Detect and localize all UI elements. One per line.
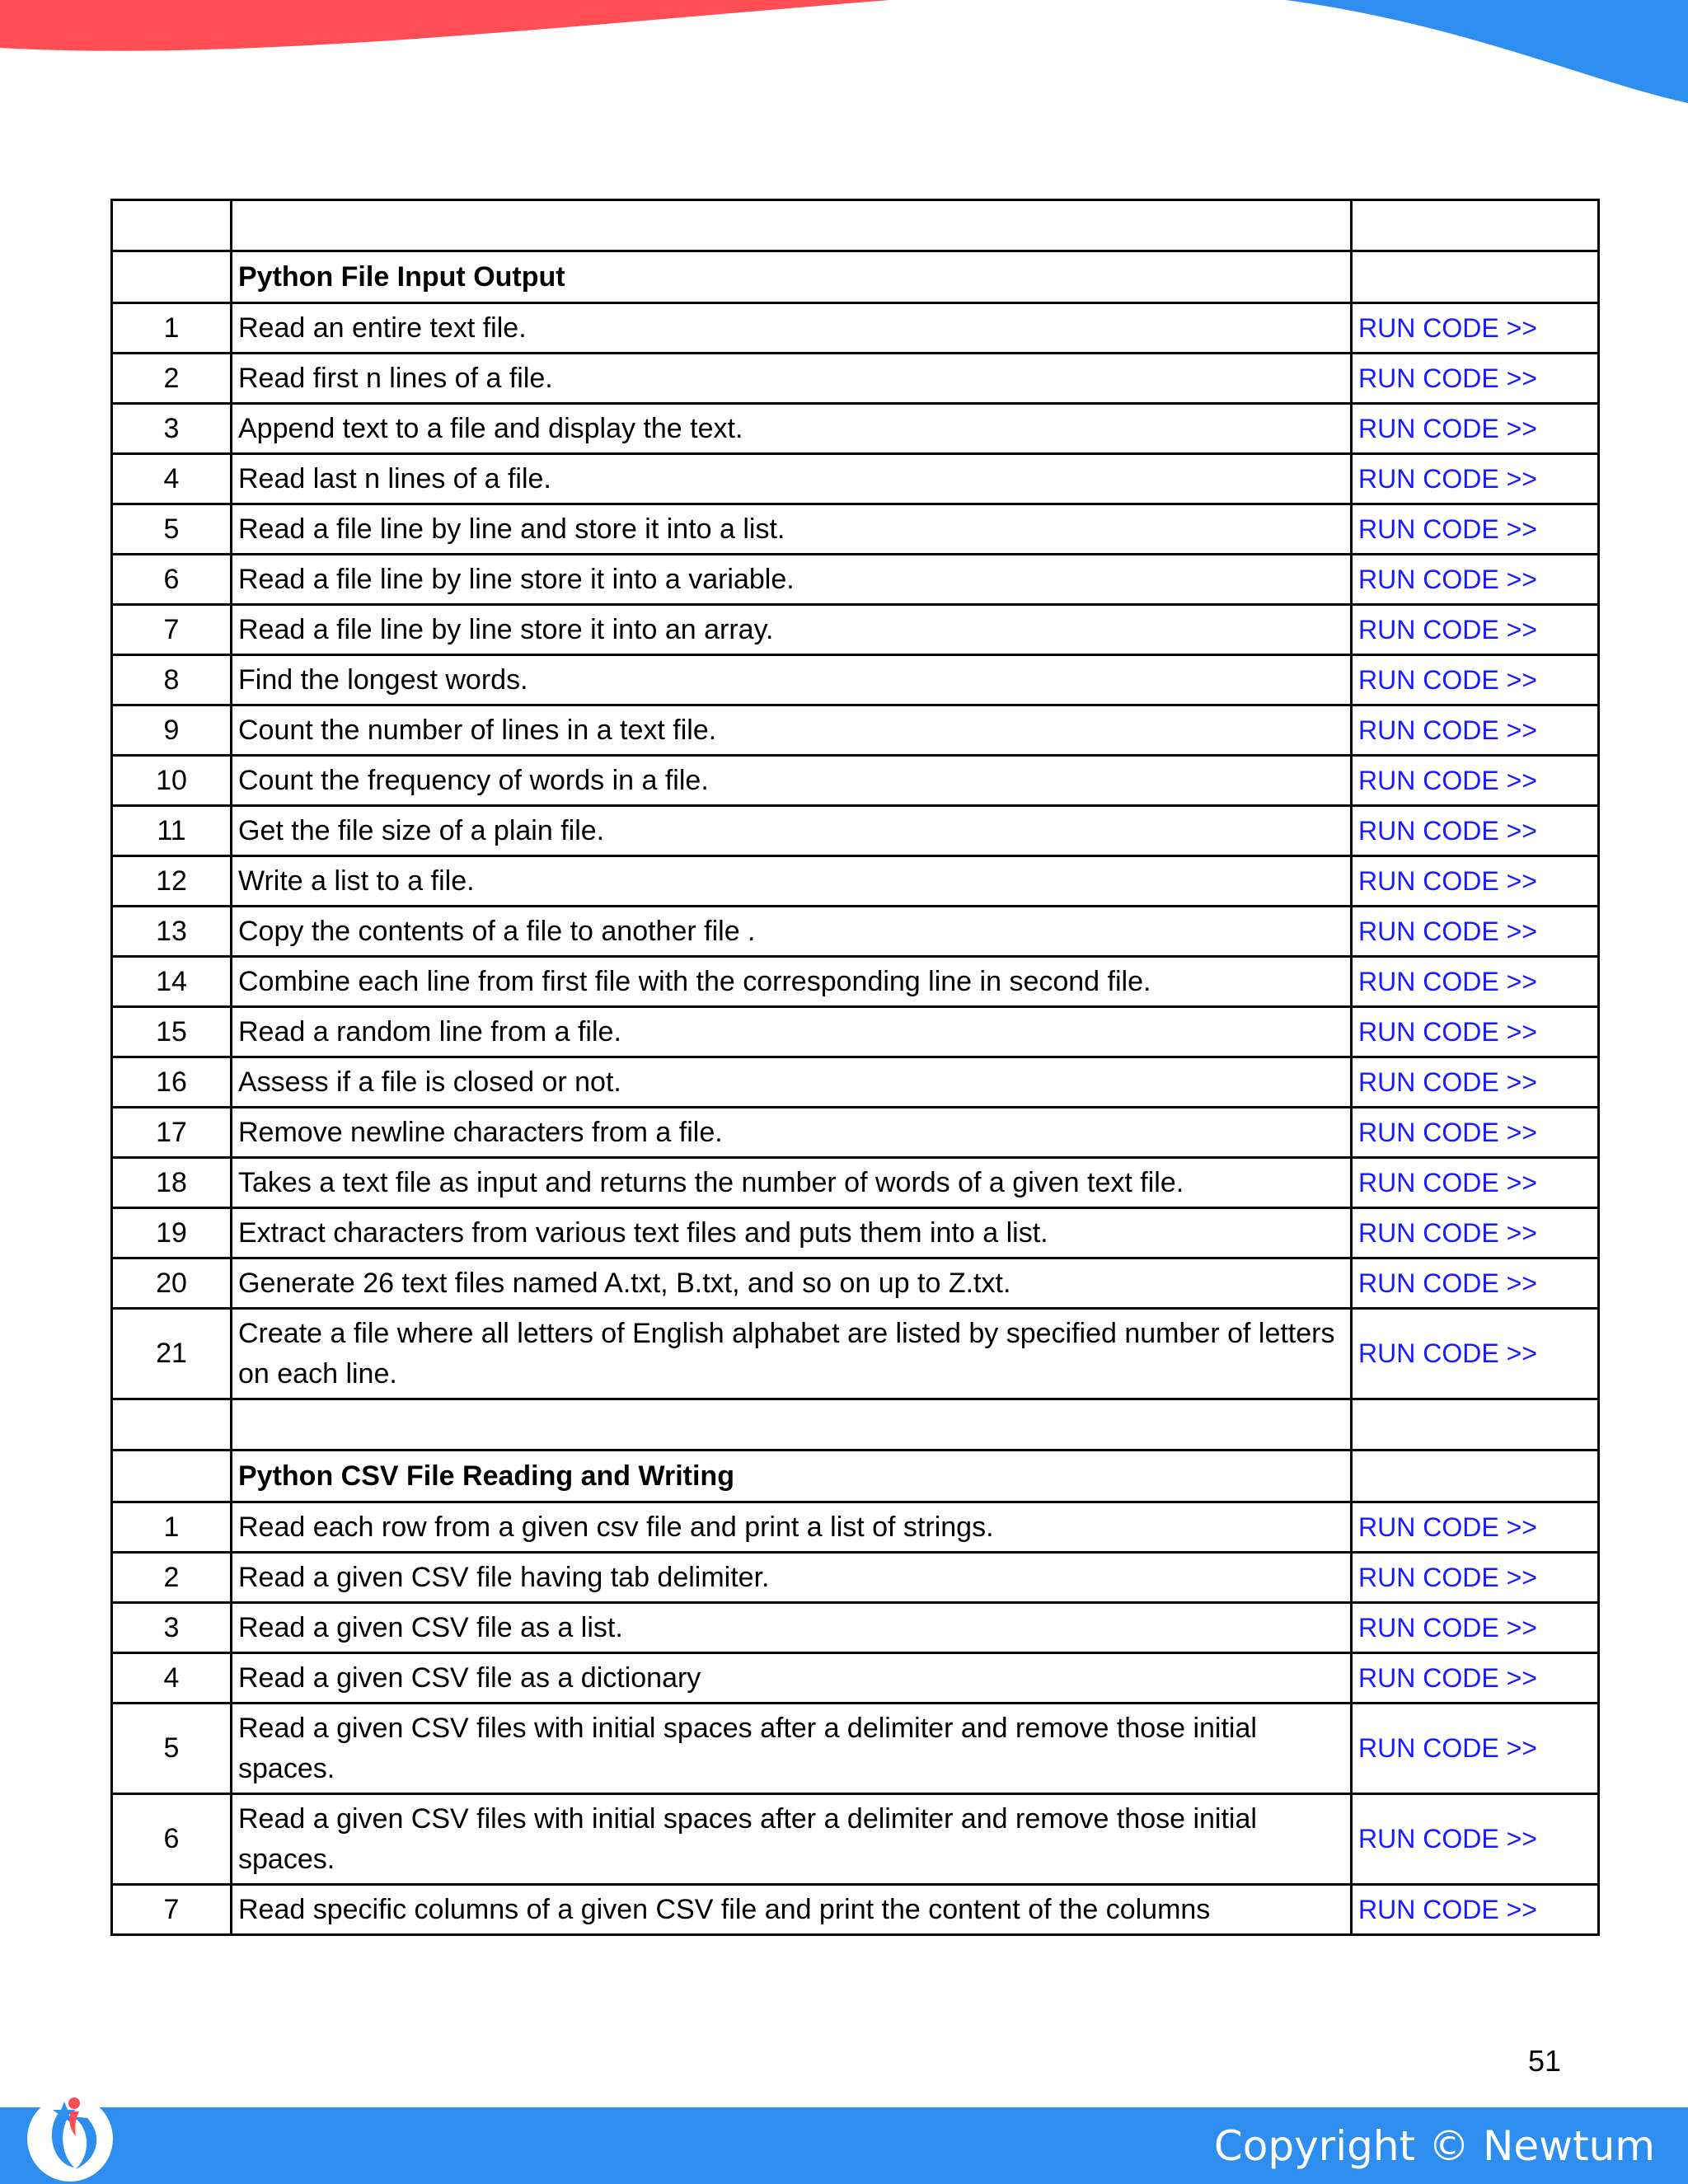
blank-cell bbox=[1352, 1399, 1599, 1451]
blank-row bbox=[112, 1399, 1599, 1451]
blank-cell bbox=[112, 200, 232, 251]
exercise-description: Read specific columns of a given CSV file and print the content of the columns bbox=[232, 1885, 1352, 1935]
exercise-number: 3 bbox=[112, 404, 232, 454]
exercise-description: Read a file line by line store it into a variable. bbox=[232, 555, 1352, 605]
run-code-cell bbox=[1352, 1309, 1599, 1399]
section-link-cell bbox=[1352, 251, 1599, 303]
exercise-number: 7 bbox=[112, 605, 232, 655]
table-row bbox=[112, 1885, 1599, 1935]
run-code-cell bbox=[1352, 1258, 1599, 1309]
table-row bbox=[112, 303, 1599, 354]
copyright-text: Copyright © Newtum bbox=[1213, 2122, 1655, 2170]
newtum-logo-icon bbox=[25, 2077, 132, 2184]
table-row bbox=[112, 1502, 1599, 1553]
run-code-link[interactable]: RUN CODE >> bbox=[1358, 1217, 1537, 1248]
exercise-number: 6 bbox=[112, 1794, 232, 1885]
exercise-number: 11 bbox=[112, 806, 232, 856]
exercise-description: Count the number of lines in a text file. bbox=[232, 705, 1352, 756]
exercise-number: 2 bbox=[112, 1553, 232, 1603]
exercise-description: Read a given CSV file having tab delimiter. bbox=[232, 1553, 1352, 1603]
exercise-description: Read a file line by line store it into an array. bbox=[232, 605, 1352, 655]
exercise-description: Read a given CSV file as a list. bbox=[232, 1603, 1352, 1653]
run-code-link[interactable]: RUN CODE >> bbox=[1358, 1511, 1537, 1542]
run-code-link[interactable]: RUN CODE >> bbox=[1358, 1894, 1537, 1924]
exercise-description: Append text to a file and display the text. bbox=[232, 404, 1352, 454]
exercise-number: 14 bbox=[112, 957, 232, 1007]
run-code-link[interactable]: RUN CODE >> bbox=[1358, 1066, 1537, 1097]
exercise-description: Write a list to a file. bbox=[232, 856, 1352, 907]
exercise-description: Combine each line from first file with the corresponding line in second file. bbox=[232, 957, 1352, 1007]
table-row bbox=[112, 454, 1599, 504]
exercise-description: Read a random line from a file. bbox=[232, 1007, 1352, 1057]
run-code-link[interactable]: RUN CODE >> bbox=[1358, 715, 1537, 745]
table-row bbox=[112, 504, 1599, 555]
run-code-cell bbox=[1352, 1885, 1599, 1935]
exercise-description: Takes a text file as input and returns the number of words of a given text file. bbox=[232, 1158, 1352, 1208]
run-code-link[interactable]: RUN CODE >> bbox=[1358, 1562, 1537, 1592]
exercise-number: 12 bbox=[112, 856, 232, 907]
run-code-cell bbox=[1352, 404, 1599, 454]
exercise-number: 6 bbox=[112, 555, 232, 605]
table-row bbox=[112, 605, 1599, 655]
exercise-description: Read a given CSV files with initial spaces after a delimiter and remove those initial spaces. bbox=[232, 1794, 1352, 1885]
exercise-description: Get the file size of a plain file. bbox=[232, 806, 1352, 856]
section-title: Python File Input Output bbox=[232, 251, 1352, 303]
exercise-table bbox=[110, 199, 1600, 1936]
run-code-link[interactable]: RUN CODE >> bbox=[1358, 312, 1537, 343]
run-code-cell bbox=[1352, 504, 1599, 555]
exercise-number: 5 bbox=[112, 504, 232, 555]
exercise-number: 9 bbox=[112, 705, 232, 756]
exercise-number: 1 bbox=[112, 303, 232, 354]
exercise-description: Find the longest words. bbox=[232, 655, 1352, 705]
run-code-link[interactable]: RUN CODE >> bbox=[1358, 564, 1537, 594]
exercise-number: 15 bbox=[112, 1007, 232, 1057]
exercise-table-body bbox=[112, 200, 1599, 1935]
run-code-cell bbox=[1352, 1108, 1599, 1158]
exercise-number: 1 bbox=[112, 1502, 232, 1553]
run-code-link[interactable]: RUN CODE >> bbox=[1358, 413, 1537, 443]
exercise-description: Read a given CSV file as a dictionary bbox=[232, 1653, 1352, 1704]
run-code-cell bbox=[1352, 1653, 1599, 1704]
table-row bbox=[112, 806, 1599, 856]
run-code-cell bbox=[1352, 1158, 1599, 1208]
exercise-description: Assess if a file is closed or not. bbox=[232, 1057, 1352, 1108]
run-code-link[interactable]: RUN CODE >> bbox=[1358, 765, 1537, 795]
table-row bbox=[112, 1057, 1599, 1108]
run-code-link[interactable]: RUN CODE >> bbox=[1358, 1662, 1537, 1693]
table-row bbox=[112, 756, 1599, 806]
run-code-cell bbox=[1352, 555, 1599, 605]
run-code-link[interactable]: RUN CODE >> bbox=[1358, 513, 1537, 544]
exercise-description: Read each row from a given csv file and print a list of strings. bbox=[232, 1502, 1352, 1553]
table-row bbox=[112, 856, 1599, 907]
blank-cell bbox=[232, 200, 1352, 251]
table-row bbox=[112, 1653, 1599, 1704]
run-code-link[interactable]: RUN CODE >> bbox=[1358, 1268, 1537, 1298]
exercise-description: Count the frequency of words in a file. bbox=[232, 756, 1352, 806]
run-code-cell bbox=[1352, 957, 1599, 1007]
exercise-number: 17 bbox=[112, 1108, 232, 1158]
run-code-cell bbox=[1352, 655, 1599, 705]
table-row bbox=[112, 1794, 1599, 1885]
table-row bbox=[112, 705, 1599, 756]
run-code-cell bbox=[1352, 354, 1599, 404]
exercise-description: Remove newline characters from a file. bbox=[232, 1108, 1352, 1158]
run-code-link[interactable]: RUN CODE >> bbox=[1358, 815, 1537, 846]
section-link-cell bbox=[1352, 1451, 1599, 1502]
exercise-number: 8 bbox=[112, 655, 232, 705]
table-row bbox=[112, 1603, 1599, 1653]
run-code-link[interactable]: RUN CODE >> bbox=[1358, 1824, 1537, 1854]
run-code-link[interactable]: RUN CODE >> bbox=[1358, 1117, 1537, 1147]
exercise-number: 19 bbox=[112, 1208, 232, 1258]
exercise-number: 21 bbox=[112, 1309, 232, 1399]
run-code-link[interactable]: RUN CODE >> bbox=[1358, 865, 1537, 896]
run-code-link[interactable]: RUN CODE >> bbox=[1358, 1016, 1537, 1047]
run-code-cell bbox=[1352, 1057, 1599, 1108]
section-number-cell bbox=[112, 1451, 232, 1502]
run-code-link[interactable]: RUN CODE >> bbox=[1358, 966, 1537, 996]
exercise-number: 20 bbox=[112, 1258, 232, 1309]
run-code-cell bbox=[1352, 1007, 1599, 1057]
exercise-description: Read last n lines of a file. bbox=[232, 454, 1352, 504]
blank-cell bbox=[112, 1399, 232, 1451]
exercise-number: 16 bbox=[112, 1057, 232, 1108]
table-row bbox=[112, 1309, 1599, 1399]
exercise-number: 2 bbox=[112, 354, 232, 404]
run-code-cell bbox=[1352, 1704, 1599, 1794]
run-code-link[interactable]: RUN CODE >> bbox=[1358, 916, 1537, 946]
table-row bbox=[112, 1158, 1599, 1208]
exercise-number: 10 bbox=[112, 756, 232, 806]
run-code-cell bbox=[1352, 605, 1599, 655]
exercise-description: Read a given CSV files with initial spaces after a delimiter and remove those initial spaces. bbox=[232, 1704, 1352, 1794]
run-code-cell bbox=[1352, 454, 1599, 504]
exercise-description: Create a file where all letters of English alphabet are listed by specified number of letters on each line. bbox=[232, 1309, 1352, 1399]
exercise-number: 4 bbox=[112, 1653, 232, 1704]
run-code-link[interactable]: RUN CODE >> bbox=[1358, 1167, 1537, 1197]
table-row bbox=[112, 1108, 1599, 1158]
run-code-link[interactable]: RUN CODE >> bbox=[1358, 463, 1537, 494]
table-row bbox=[112, 354, 1599, 404]
table-row bbox=[112, 1704, 1599, 1794]
section-header-row bbox=[112, 251, 1599, 303]
run-code-link[interactable]: RUN CODE >> bbox=[1358, 363, 1537, 393]
exercise-number: 13 bbox=[112, 907, 232, 957]
table-row bbox=[112, 1208, 1599, 1258]
exercise-number: 5 bbox=[112, 1704, 232, 1794]
exercise-description: Extract characters from various text files and puts them into a list. bbox=[232, 1208, 1352, 1258]
run-code-link[interactable]: RUN CODE >> bbox=[1358, 1612, 1537, 1643]
table-row bbox=[112, 404, 1599, 454]
run-code-link[interactable]: RUN CODE >> bbox=[1358, 1733, 1537, 1763]
run-code-cell bbox=[1352, 303, 1599, 354]
exercise-description: Read first n lines of a file. bbox=[232, 354, 1352, 404]
run-code-cell bbox=[1352, 856, 1599, 907]
header-wave-decoration bbox=[0, 0, 1688, 115]
run-code-cell bbox=[1352, 756, 1599, 806]
exercise-number: 4 bbox=[112, 454, 232, 504]
table-row bbox=[112, 555, 1599, 605]
run-code-cell bbox=[1352, 705, 1599, 756]
exercise-description: Read an entire text file. bbox=[232, 303, 1352, 354]
section-title: Python CSV File Reading and Writing bbox=[232, 1451, 1352, 1502]
exercise-description: Generate 26 text files named A.txt, B.txt, and so on up to Z.txt. bbox=[232, 1258, 1352, 1309]
section-number-cell bbox=[112, 251, 232, 303]
table-row bbox=[112, 1553, 1599, 1603]
exercise-number: 18 bbox=[112, 1158, 232, 1208]
blank-cell bbox=[232, 1399, 1352, 1451]
table-row bbox=[112, 1007, 1599, 1057]
run-code-cell bbox=[1352, 1603, 1599, 1653]
run-code-cell bbox=[1352, 907, 1599, 957]
run-code-cell bbox=[1352, 1553, 1599, 1603]
run-code-link[interactable]: RUN CODE >> bbox=[1358, 664, 1537, 695]
exercise-number: 3 bbox=[112, 1603, 232, 1653]
run-code-cell bbox=[1352, 806, 1599, 856]
blank-cell bbox=[1352, 200, 1599, 251]
run-code-cell bbox=[1352, 1208, 1599, 1258]
run-code-link[interactable]: RUN CODE >> bbox=[1358, 614, 1537, 644]
run-code-cell bbox=[1352, 1794, 1599, 1885]
blank-row bbox=[112, 200, 1599, 251]
exercise-number: 7 bbox=[112, 1885, 232, 1935]
run-code-cell bbox=[1352, 1502, 1599, 1553]
run-code-link[interactable]: RUN CODE >> bbox=[1358, 1338, 1537, 1368]
table-row bbox=[112, 907, 1599, 957]
exercise-description: Read a file line by line and store it into a list. bbox=[232, 504, 1352, 555]
table-row bbox=[112, 655, 1599, 705]
section-header-row bbox=[112, 1451, 1599, 1502]
table-row bbox=[112, 957, 1599, 1007]
exercise-description: Copy the contents of a file to another file . bbox=[232, 907, 1352, 957]
table-row bbox=[112, 1258, 1599, 1309]
page-number: 51 bbox=[1528, 2044, 1562, 2078]
